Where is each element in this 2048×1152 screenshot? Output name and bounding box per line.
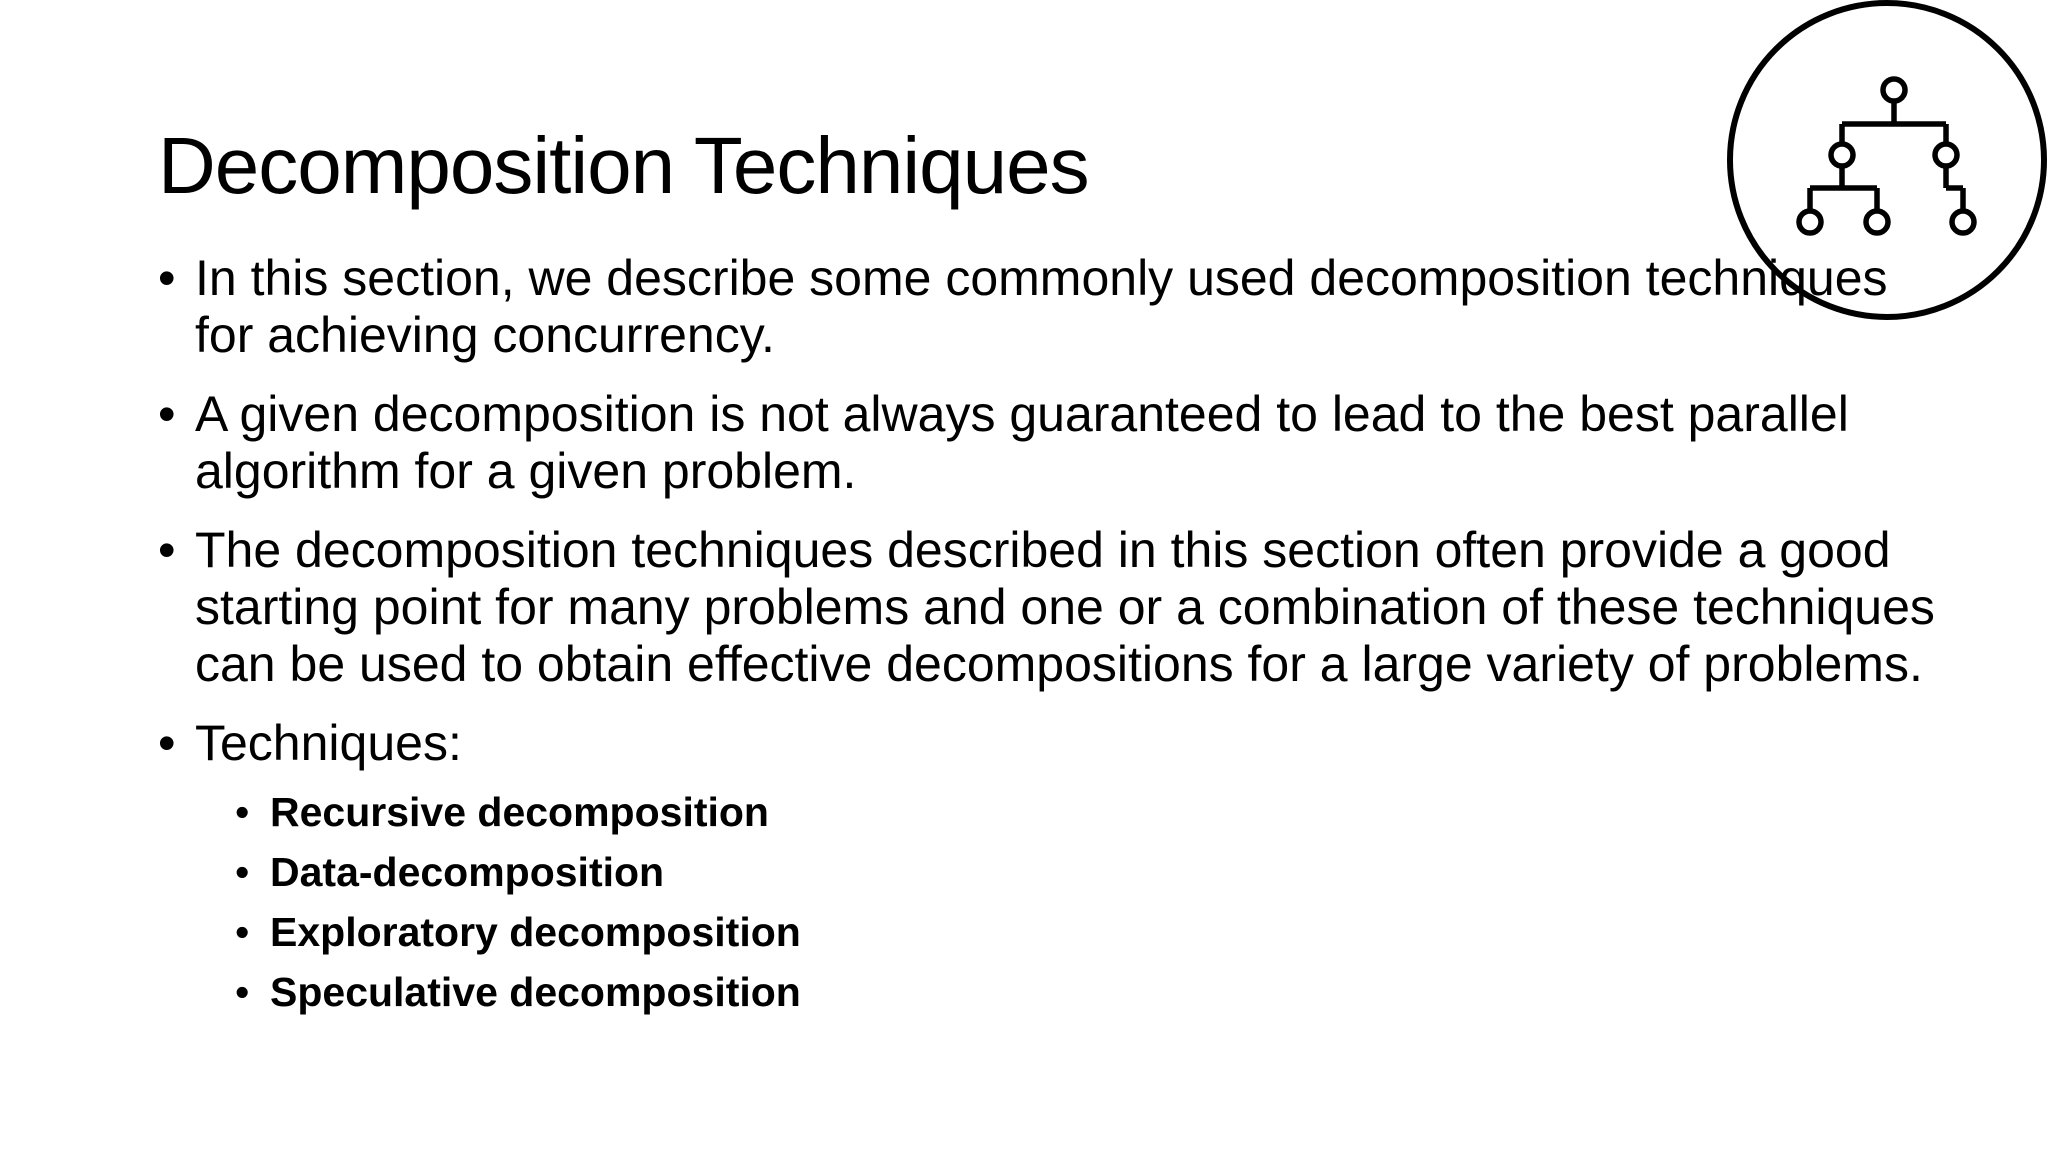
technique-text: Recursive decomposition [270,789,769,835]
bullet-item [158,715,1958,1022]
bullet-item [158,250,1958,364]
bullet-item [158,522,1958,693]
bullet-text: The decomposition techniques described in this section often provide a good starting point for many problems and one or a combination of these techniques can be used to obtain effective decompositions for a large variety of problems. [195,522,1935,692]
bullet-dot: • [235,909,250,955]
bullet-list [158,250,1958,1044]
bullet-dot: • [158,386,176,442]
bullet-dot: • [235,849,250,895]
bullet-text: A given decomposition is not always guaranteed to lead to the best parallel algorithm for a given problem. [195,386,1849,499]
bullet-text: In this section, we describe some commonly used decomposition techniques for achieving concurrency. [195,250,1888,363]
bullet-dot: • [158,715,176,771]
bullet-dot: • [235,969,250,1015]
technique-item [235,962,1958,1022]
bullet-text: Techniques: [195,715,462,771]
technique-item [235,842,1958,902]
technique-item [235,902,1958,962]
techniques-list [195,782,1958,1022]
technique-text: Speculative decomposition [270,969,801,1015]
slide-title: Decomposition Techniques [158,121,1089,210]
bullet-dot: • [158,522,176,578]
bullet-item [158,386,1958,500]
bullet-dot: • [235,789,250,835]
technique-text: Exploratory decomposition [270,909,801,955]
bullet-dot: • [158,250,176,306]
technique-item [235,782,1958,842]
technique-text: Data-decomposition [270,849,665,895]
